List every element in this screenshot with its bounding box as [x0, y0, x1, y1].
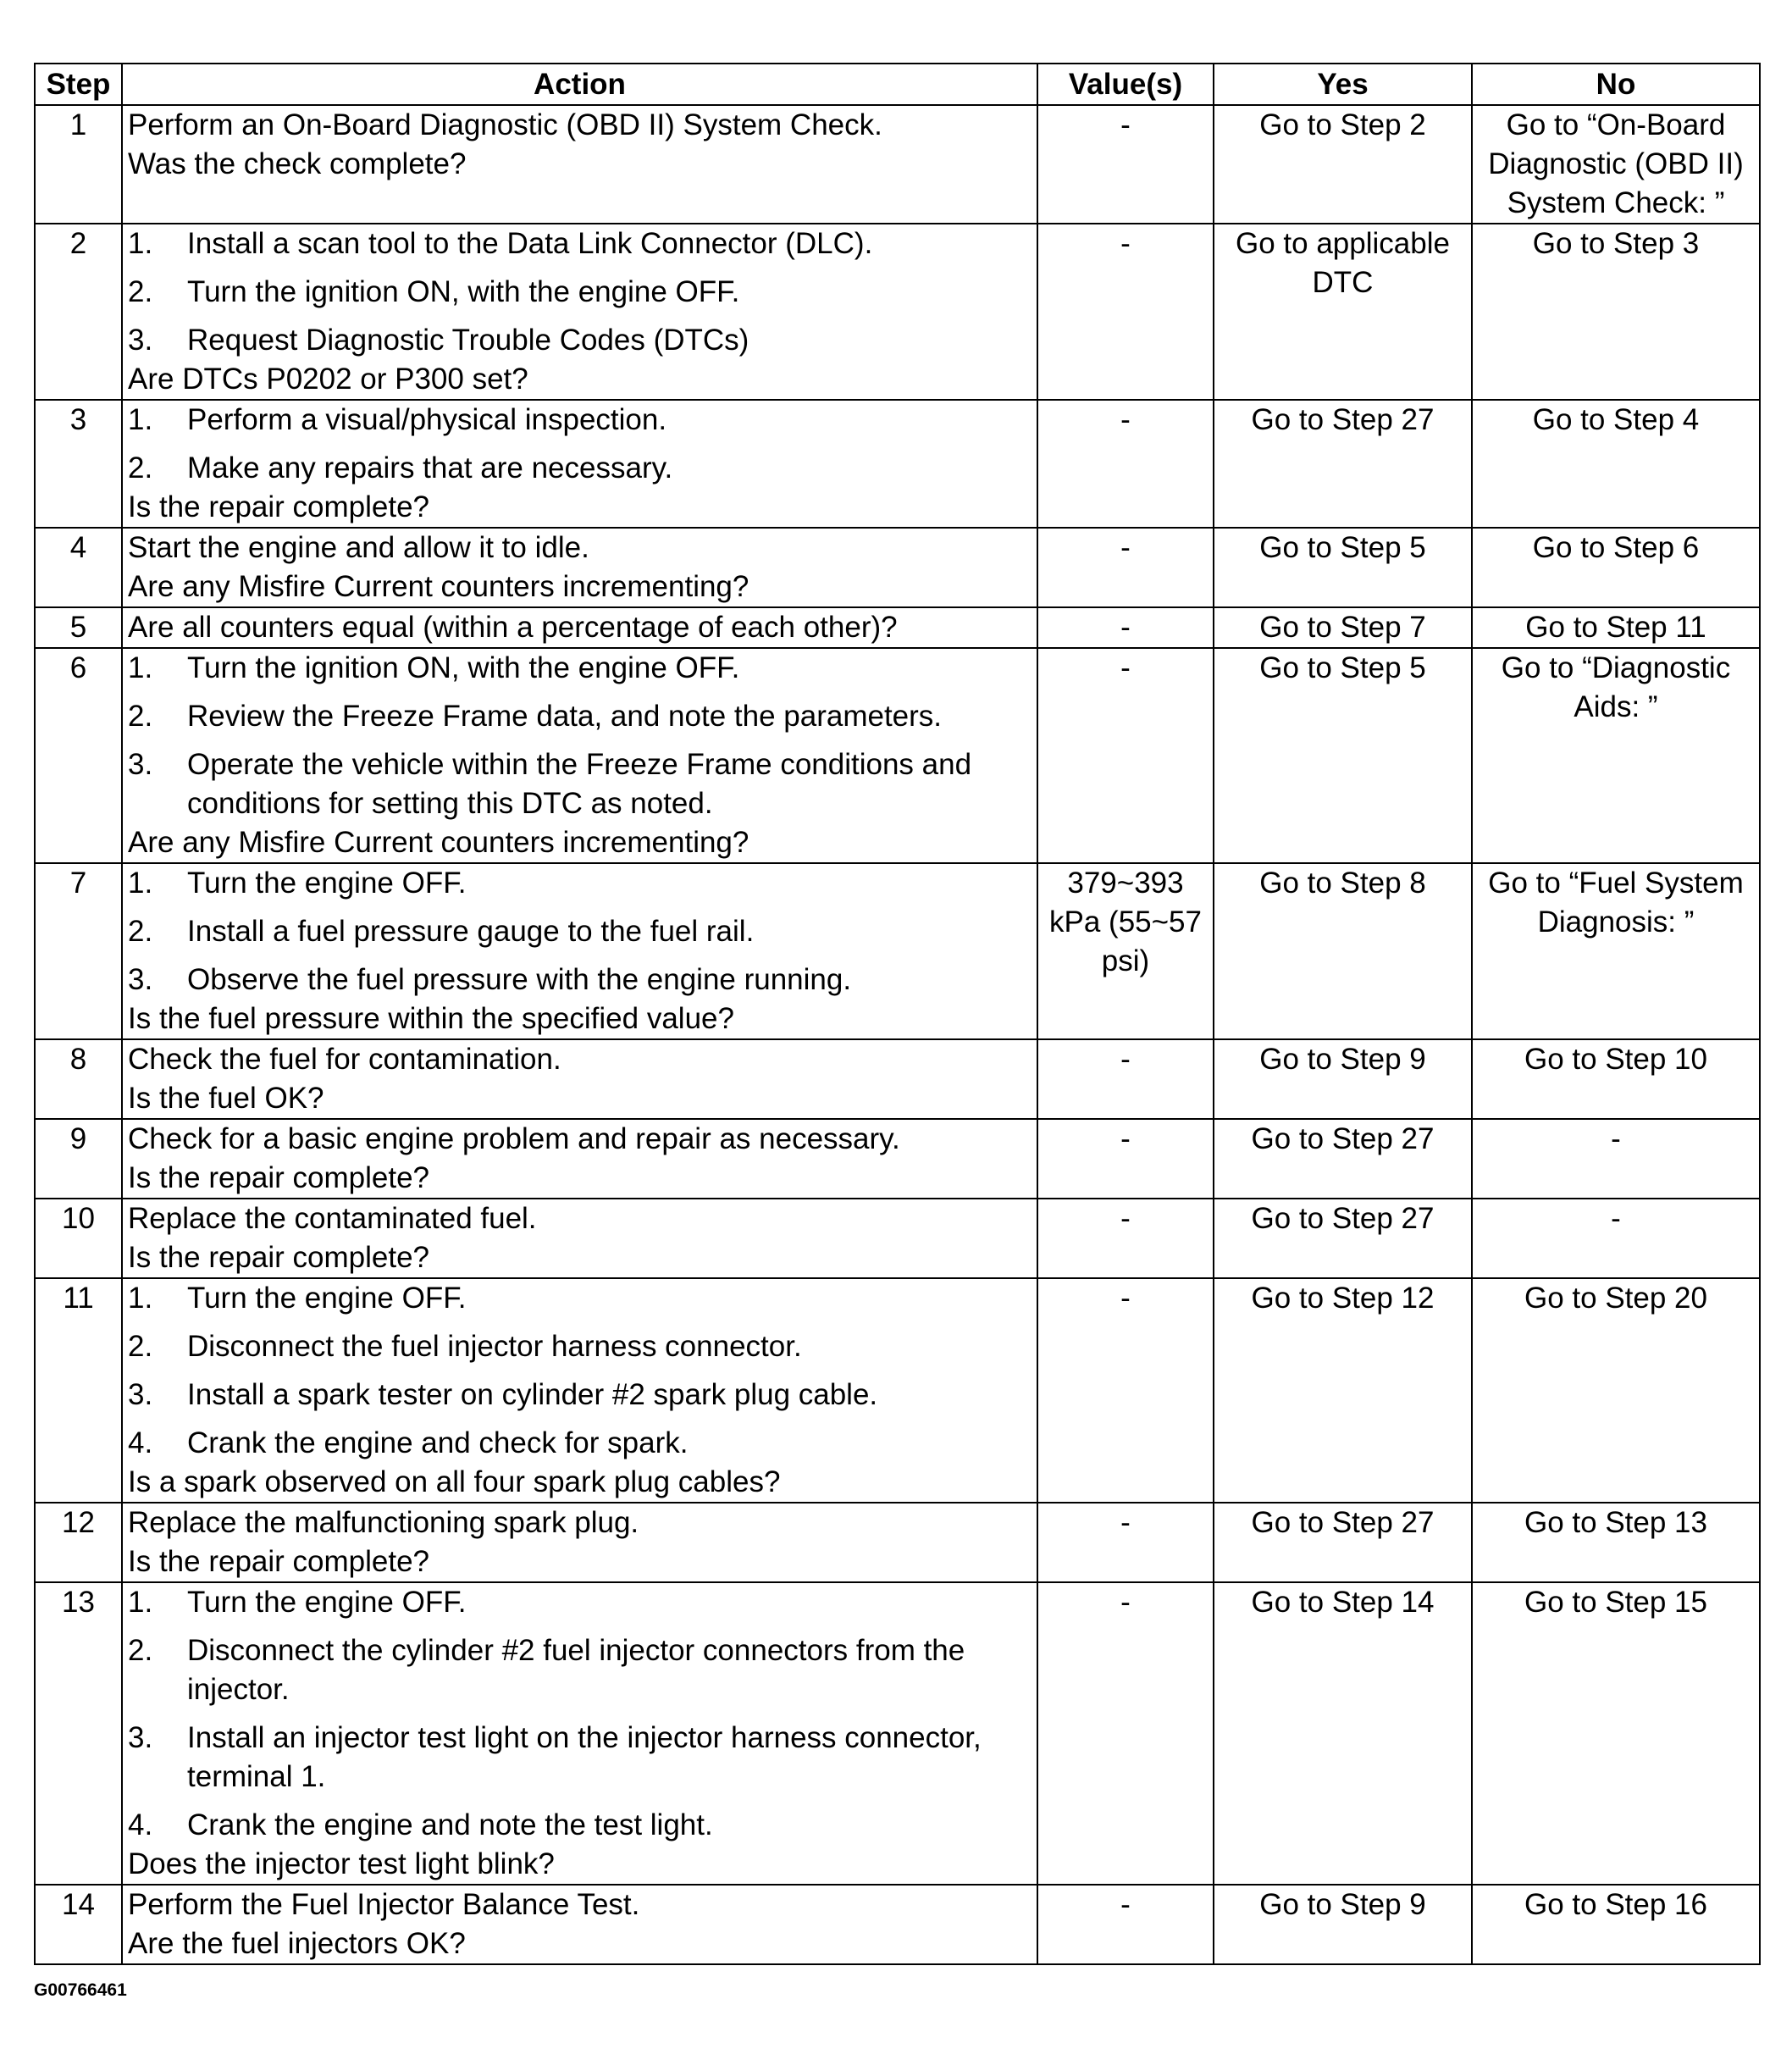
action-step-number: 1. — [128, 1586, 153, 1619]
action-step-item — [128, 864, 1033, 903]
step-number: 12 — [35, 1503, 122, 1582]
action-cell — [122, 863, 1037, 1039]
action-step-number: 2. — [128, 275, 153, 308]
action-step-item — [128, 1631, 1033, 1709]
action-step-item — [128, 745, 1033, 823]
action-step-item — [128, 401, 1033, 440]
action-cell — [122, 1119, 1037, 1199]
action-cell — [122, 528, 1037, 607]
action-step-text: Turn the engine OFF. — [187, 867, 467, 900]
no-cell: Go to “Diagnostic Aids: ” — [1472, 648, 1760, 863]
action-lead: Check the fuel for contamination. — [128, 1043, 561, 1076]
yes-cell: Go to Step 27 — [1214, 1199, 1472, 1278]
action-step-item — [128, 224, 1033, 263]
value-cell: - — [1037, 648, 1214, 863]
value-cell: - — [1037, 528, 1214, 607]
table-row — [35, 1582, 1760, 1885]
step-number: 6 — [35, 648, 122, 863]
no-cell: Go to Step 6 — [1472, 528, 1760, 607]
value-cell: - — [1037, 1199, 1214, 1278]
table-row — [35, 1119, 1760, 1199]
action-step-text: Crank the engine and check for spark. — [187, 1426, 689, 1459]
step-number: 11 — [35, 1278, 122, 1503]
header-values: Value(s) — [1037, 64, 1214, 105]
step-number: 10 — [35, 1199, 122, 1278]
action-step-number: 3. — [128, 963, 153, 996]
action-step-number: 1. — [128, 867, 153, 900]
action-step-item — [128, 1806, 1033, 1845]
action-question: Are any Misfire Current counters incrementing? — [128, 826, 749, 859]
action-step-number: 3. — [128, 324, 153, 357]
header-action: Action — [122, 64, 1037, 105]
action-step-text: Review the Freeze Frame data, and note the parameters. — [187, 700, 943, 733]
action-question: Is the fuel OK? — [128, 1082, 324, 1115]
yes-cell: Go to Step 27 — [1214, 1503, 1472, 1582]
action-cell — [122, 1199, 1037, 1278]
table-row — [35, 1885, 1760, 1964]
table-row — [35, 1199, 1760, 1278]
table-header-row — [35, 64, 1760, 105]
header-step: Step — [35, 64, 122, 105]
action-cell — [122, 224, 1037, 400]
action-step-number: 1. — [128, 403, 153, 436]
action-cell — [122, 607, 1037, 648]
action-cell — [122, 400, 1037, 528]
figure-code: G00766461 — [34, 1980, 127, 2000]
action-steps-list — [128, 401, 1033, 488]
yes-cell: Go to Step 27 — [1214, 400, 1472, 528]
action-steps-list — [128, 649, 1033, 823]
action-step-item — [128, 1376, 1033, 1415]
action-step-item — [128, 1424, 1033, 1463]
no-cell: Go to Step 4 — [1472, 400, 1760, 528]
no-cell: - — [1472, 1119, 1760, 1199]
action-question: Are the fuel injectors OK? — [128, 1927, 466, 1960]
yes-cell: Go to Step 14 — [1214, 1582, 1472, 1885]
yes-cell: Go to Step 8 — [1214, 863, 1472, 1039]
action-lead: Check for a basic engine problem and repair as necessary. — [128, 1122, 900, 1155]
value-cell: - — [1037, 105, 1214, 224]
action-step-text: Crank the engine and note the test light. — [187, 1808, 713, 1841]
no-cell: - — [1472, 1199, 1760, 1278]
action-step-text: Turn the ignition ON, with the engine OFF. — [187, 651, 740, 684]
action-step-text: Turn the engine OFF. — [187, 1282, 467, 1315]
yes-cell: Go to Step 5 — [1214, 528, 1472, 607]
action-cell — [122, 1039, 1037, 1119]
action-cell — [122, 1582, 1037, 1885]
step-number: 9 — [35, 1119, 122, 1199]
value-cell: - — [1037, 224, 1214, 400]
action-steps-list — [128, 864, 1033, 1000]
action-step-number: 3. — [128, 1721, 153, 1754]
action-question: Is the repair complete? — [128, 1161, 430, 1194]
action-step-text: Install a fuel pressure gauge to the fuel rail. — [187, 915, 755, 948]
step-number: 7 — [35, 863, 122, 1039]
table-row — [35, 607, 1760, 648]
action-step-item — [128, 449, 1033, 488]
value-cell: - — [1037, 1582, 1214, 1885]
table-row — [35, 528, 1760, 607]
table-row — [35, 648, 1760, 863]
action-step-number: 1. — [128, 227, 153, 260]
yes-cell: Go to Step 12 — [1214, 1278, 1472, 1503]
action-step-number: 4. — [128, 1808, 153, 1841]
action-question: Is the repair complete? — [128, 490, 430, 523]
no-cell: Go to Step 3 — [1472, 224, 1760, 400]
action-step-text: Install a spark tester on cylinder #2 spark plug cable. — [187, 1378, 878, 1411]
action-cell — [122, 1885, 1037, 1964]
step-number: 13 — [35, 1582, 122, 1885]
table-row — [35, 1278, 1760, 1503]
diagnostic-table — [34, 63, 1761, 1965]
action-step-item — [128, 961, 1033, 1000]
value-cell: - — [1037, 1503, 1214, 1582]
table-row — [35, 224, 1760, 400]
action-cell — [122, 105, 1037, 224]
action-question: Is a spark observed on all four spark plug cables? — [128, 1465, 781, 1498]
no-cell: Go to “Fuel System Diagnosis: ” — [1472, 863, 1760, 1039]
no-cell: Go to Step 15 — [1472, 1582, 1760, 1885]
no-cell: Go to Step 20 — [1472, 1278, 1760, 1503]
action-step-item — [128, 697, 1033, 736]
action-lead: Replace the malfunctioning spark plug. — [128, 1506, 639, 1539]
action-step-item — [128, 1583, 1033, 1622]
table-row — [35, 1503, 1760, 1582]
action-step-number: 2. — [128, 915, 153, 948]
no-cell: Go to Step 16 — [1472, 1885, 1760, 1964]
action-question: Does the injector test light blink? — [128, 1847, 555, 1880]
action-question: Are all counters equal (within a percentage of each other)? — [128, 611, 898, 644]
action-step-item — [128, 1327, 1033, 1366]
yes-cell: Go to Step 9 — [1214, 1885, 1472, 1964]
action-step-item — [128, 912, 1033, 951]
action-step-number: 3. — [128, 748, 153, 781]
step-number: 2 — [35, 224, 122, 400]
table-row — [35, 863, 1760, 1039]
step-number: 14 — [35, 1885, 122, 1964]
action-question: Was the check complete? — [128, 147, 467, 180]
action-question: Are DTCs P0202 or P300 set? — [128, 363, 528, 396]
action-step-item — [128, 1719, 1033, 1797]
value-cell: - — [1037, 400, 1214, 528]
value-cell: - — [1037, 1039, 1214, 1119]
action-step-text: Request Diagnostic Trouble Codes (DTCs) — [187, 324, 749, 357]
no-cell: Go to Step 11 — [1472, 607, 1760, 648]
action-step-text: Perform a visual/physical inspection. — [187, 403, 667, 436]
table-body — [35, 105, 1760, 1964]
value-cell: - — [1037, 1885, 1214, 1964]
step-number: 8 — [35, 1039, 122, 1119]
action-step-number: 2. — [128, 700, 153, 733]
action-question: Are any Misfire Current counters incrementing? — [128, 570, 749, 603]
action-step-item — [128, 649, 1033, 688]
table-row — [35, 105, 1760, 224]
action-step-text: Turn the engine OFF. — [187, 1586, 467, 1619]
action-lead: Perform the Fuel Injector Balance Test. — [128, 1888, 640, 1921]
action-lead: Perform an On-Board Diagnostic (OBD II) System Check. — [128, 108, 882, 141]
no-cell: Go to “On-Board Diagnostic (OBD II) System Check: ” — [1472, 105, 1760, 224]
action-step-text: Disconnect the cylinder #2 fuel injector connectors from the injector. — [187, 1634, 965, 1706]
yes-cell: Go to Step 27 — [1214, 1119, 1472, 1199]
action-step-item — [128, 321, 1033, 360]
step-number: 4 — [35, 528, 122, 607]
action-lead: Start the engine and allow it to idle. — [128, 531, 589, 564]
action-step-text: Observe the fuel pressure with the engine running. — [187, 963, 852, 996]
action-step-text: Turn the ignition ON, with the engine OFF. — [187, 275, 740, 308]
yes-cell: Go to Step 9 — [1214, 1039, 1472, 1119]
no-cell: Go to Step 13 — [1472, 1503, 1760, 1582]
action-steps-list — [128, 1583, 1033, 1845]
header-yes: Yes — [1214, 64, 1472, 105]
yes-cell: Go to Step 5 — [1214, 648, 1472, 863]
action-cell — [122, 648, 1037, 863]
action-step-number: 1. — [128, 1282, 153, 1315]
table-row — [35, 400, 1760, 528]
action-step-item — [128, 273, 1033, 312]
action-step-text: Install a scan tool to the Data Link Connector (DLC). — [187, 227, 873, 260]
value-cell: - — [1037, 607, 1214, 648]
action-steps-list — [128, 1279, 1033, 1463]
action-step-number: 2. — [128, 451, 153, 485]
action-step-number: 1. — [128, 651, 153, 684]
step-number: 5 — [35, 607, 122, 648]
value-cell: - — [1037, 1278, 1214, 1503]
action-step-text: Disconnect the fuel injector harness connector. — [187, 1330, 802, 1363]
action-cell — [122, 1278, 1037, 1503]
action-step-number: 4. — [128, 1426, 153, 1459]
yes-cell: Go to Step 2 — [1214, 105, 1472, 224]
action-step-number: 3. — [128, 1378, 153, 1411]
yes-cell: Go to applicable DTC — [1214, 224, 1472, 400]
table-row — [35, 1039, 1760, 1119]
value-cell: 379~393 kPa (55~57 psi) — [1037, 863, 1214, 1039]
action-step-item — [128, 1279, 1033, 1318]
action-step-text: Make any repairs that are necessary. — [187, 451, 673, 485]
action-step-number: 2. — [128, 1330, 153, 1363]
action-lead: Replace the contaminated fuel. — [128, 1202, 537, 1235]
action-step-number: 2. — [128, 1634, 153, 1667]
header-no: No — [1472, 64, 1760, 105]
action-question: Is the repair complete? — [128, 1545, 430, 1578]
action-question: Is the fuel pressure within the specified value? — [128, 1002, 734, 1035]
step-number: 1 — [35, 105, 122, 224]
yes-cell: Go to Step 7 — [1214, 607, 1472, 648]
no-cell: Go to Step 10 — [1472, 1039, 1760, 1119]
value-cell: - — [1037, 1119, 1214, 1199]
step-number: 3 — [35, 400, 122, 528]
action-step-text: Install an injector test light on the injector harness connector, terminal 1. — [187, 1721, 982, 1793]
action-cell — [122, 1503, 1037, 1582]
action-step-text: Operate the vehicle within the Freeze Frame conditions and conditions for setting this DTC as noted. — [187, 748, 972, 820]
action-steps-list — [128, 224, 1033, 360]
action-question: Is the repair complete? — [128, 1241, 430, 1274]
